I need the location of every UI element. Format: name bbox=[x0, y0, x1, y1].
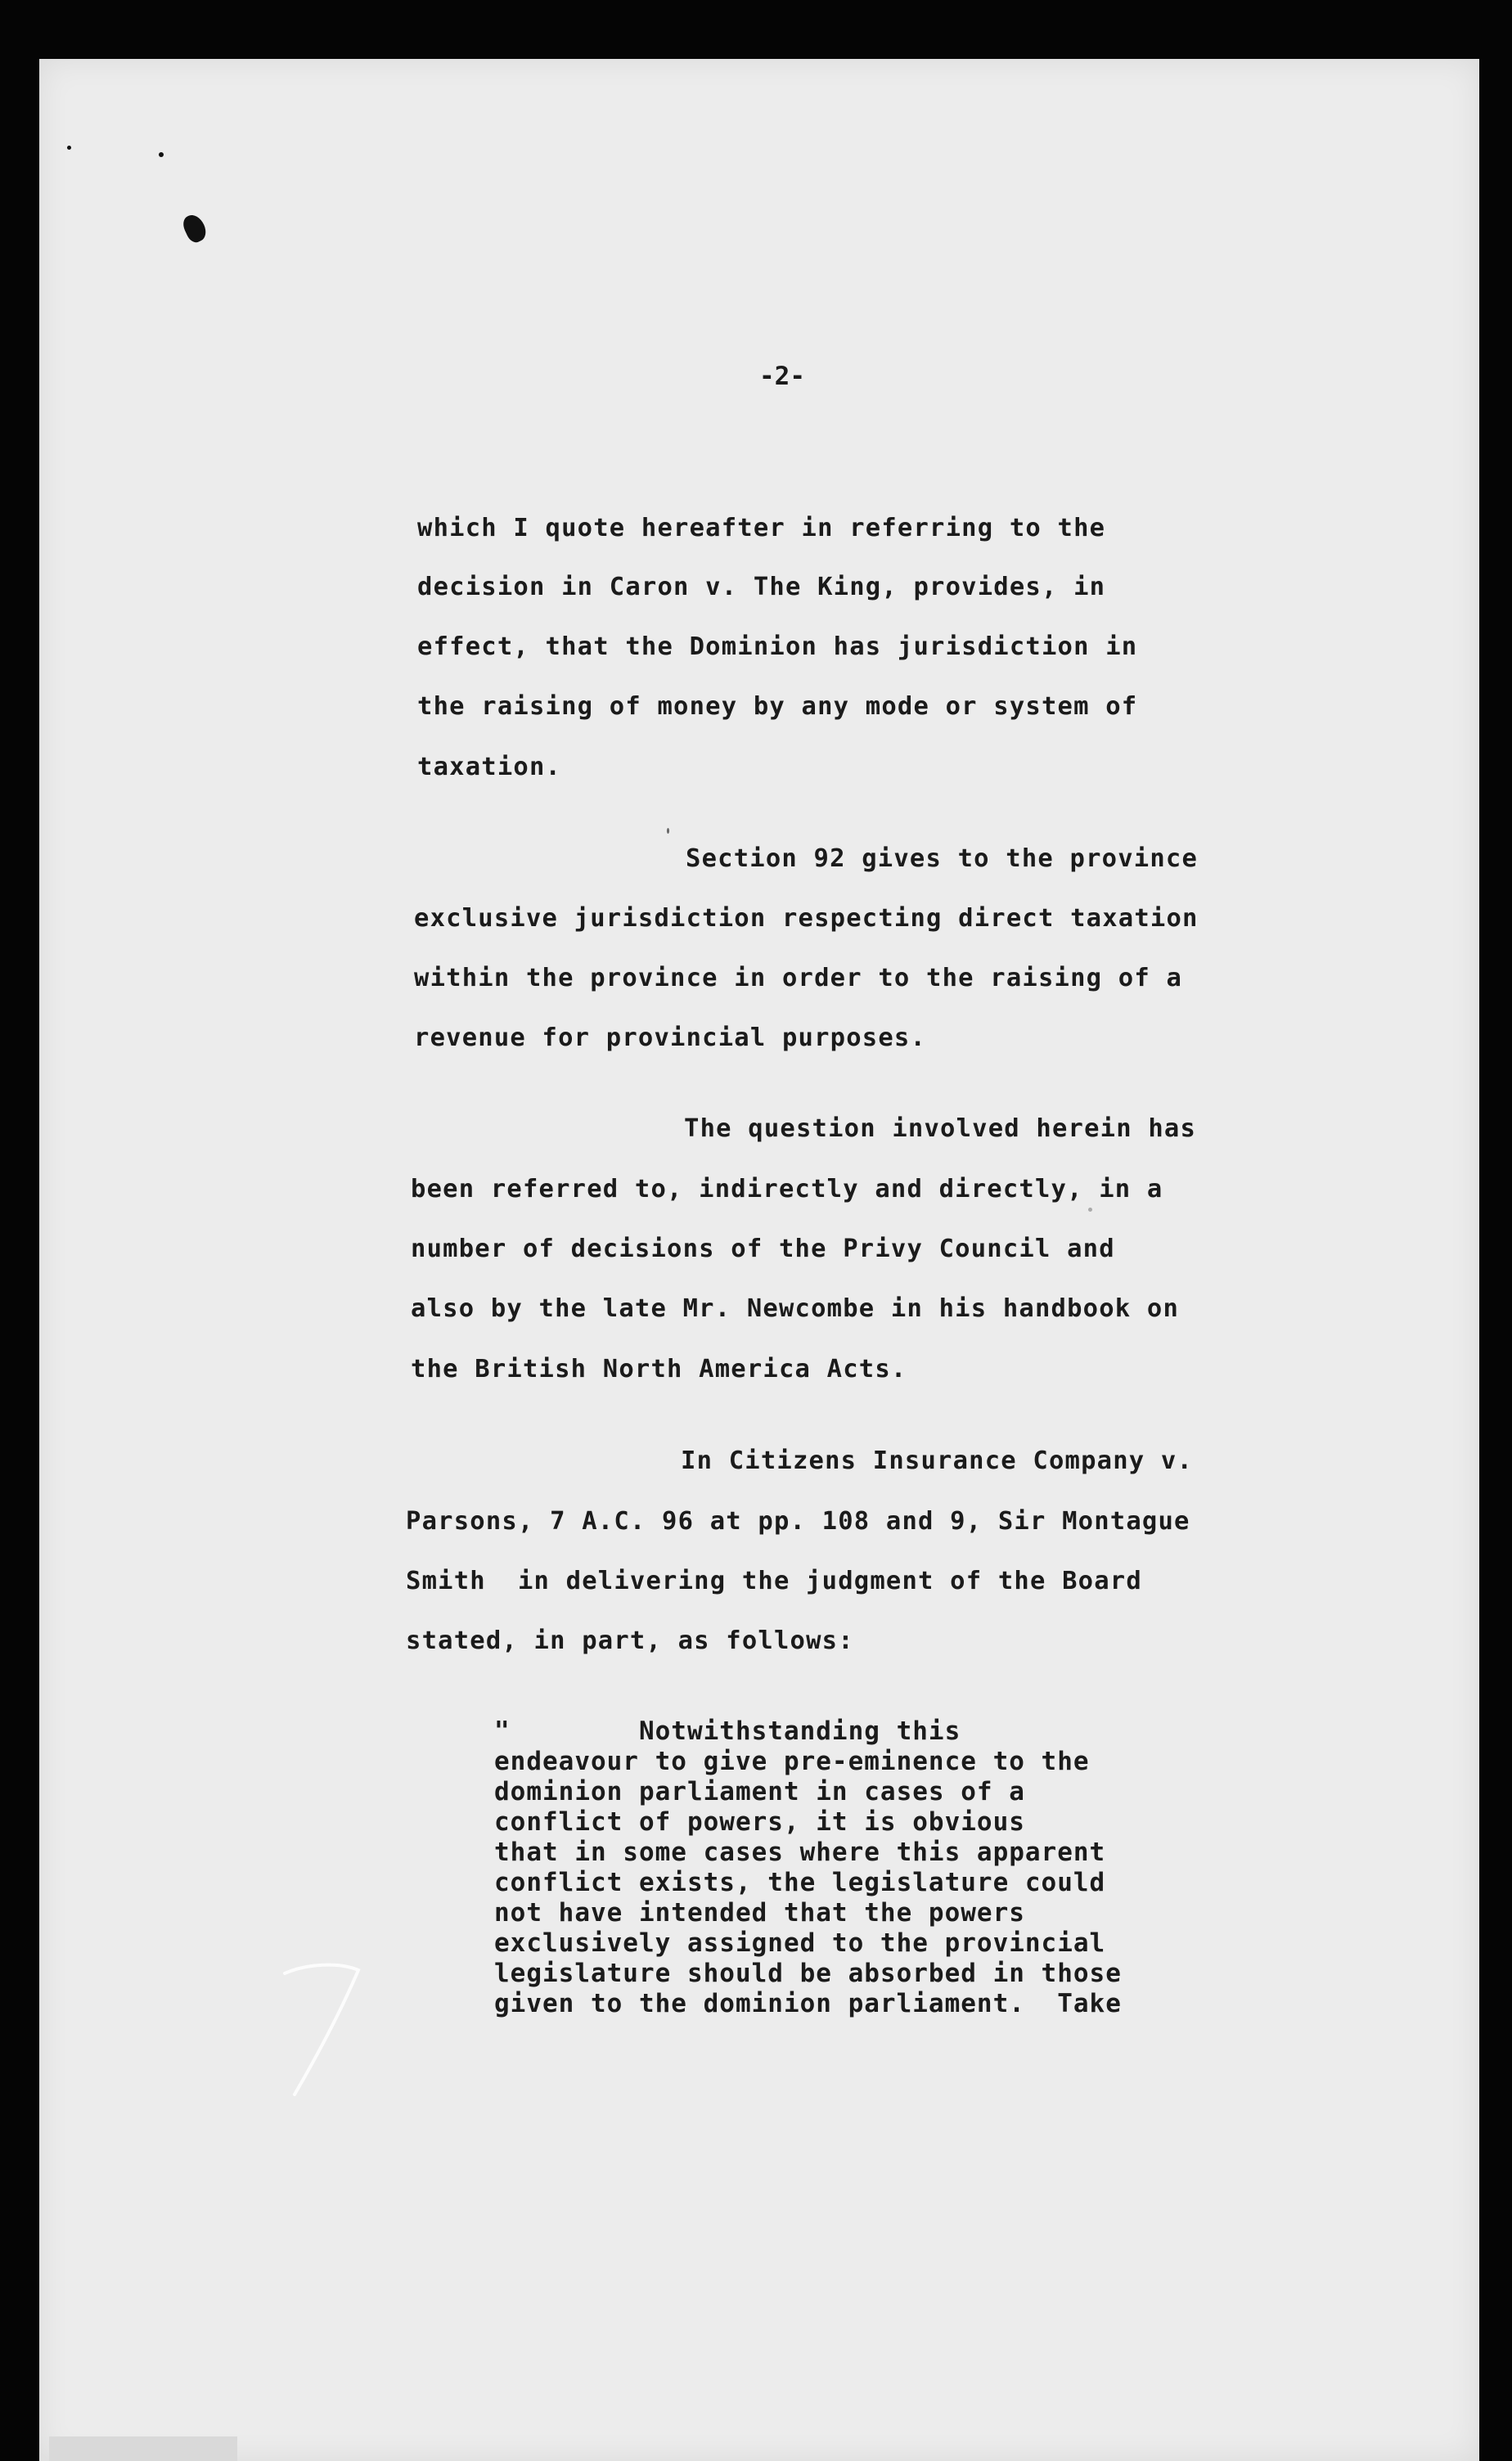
paragraph-line: taxation. bbox=[417, 753, 562, 781]
film-edge-strip bbox=[49, 2436, 237, 2461]
paragraph-line: Smith in delivering the judgment of the Board bbox=[406, 1567, 1142, 1595]
paragraph-line: within the province in order to the raising of a bbox=[414, 964, 1183, 992]
quote-line: conflict of powers, it is obvious bbox=[494, 1807, 1025, 1837]
page-number: -2- bbox=[759, 362, 805, 391]
paragraph-line: exclusive jurisdiction respecting direct taxation bbox=[414, 904, 1199, 933]
paragraph-line: The question involved herein has bbox=[684, 1114, 1197, 1143]
paragraph-line: revenue for provincial purposes. bbox=[414, 1024, 927, 1052]
quote-line: endeavour to give pre-eminence to the bbox=[494, 1747, 1090, 1776]
paragraph-line: Parsons, 7 A.C. 96 at pp. 108 and 9, Sir Montague bbox=[406, 1507, 1190, 1536]
dust-speck bbox=[1088, 1208, 1092, 1212]
paragraph-line: effect, that the Dominion has jurisdiction in bbox=[417, 632, 1138, 661]
paragraph-line: also by the late Mr. Newcombe in his handbook on bbox=[411, 1294, 1180, 1323]
quote-line: not have intended that the powers bbox=[494, 1898, 1025, 1928]
quote-line: dominion parliament in cases of a bbox=[494, 1777, 1025, 1806]
quote-line: legislature should be absorbed in those bbox=[494, 1959, 1122, 1988]
paragraph-line: the British North America Acts. bbox=[411, 1355, 907, 1383]
paragraph-line: Section 92 gives to the province bbox=[686, 844, 1199, 873]
paragraph-line: stated, in part, as follows: bbox=[406, 1626, 854, 1655]
dust-speck bbox=[159, 152, 164, 157]
paragraph-line: the raising of money by any mode or system of bbox=[417, 692, 1138, 721]
paragraph-line: decision in Caron v. The King, provides, in bbox=[417, 573, 1106, 601]
paragraph-line: number of decisions of the Privy Council and bbox=[411, 1235, 1115, 1263]
quote-line: given to the dominion parliament. Take bbox=[494, 1989, 1122, 2018]
pencil-mark-seven bbox=[278, 1955, 368, 2103]
quote-line: that in some cases where this apparent bbox=[494, 1838, 1106, 1867]
paragraph-line: which I quote hereafter in referring to the bbox=[417, 514, 1106, 542]
dust-speck bbox=[67, 146, 71, 150]
paragraph-line: been referred to, indirectly and directly, in a bbox=[411, 1175, 1163, 1204]
quote-line: " Notwithstanding this bbox=[494, 1716, 961, 1746]
quote-line: exclusively assigned to the provincial bbox=[494, 1928, 1106, 1958]
dust-speck bbox=[667, 828, 669, 834]
quote-line: conflict exists, the legislature could bbox=[494, 1868, 1106, 1897]
paragraph-line: In Citizens Insurance Company v. bbox=[681, 1446, 1194, 1475]
